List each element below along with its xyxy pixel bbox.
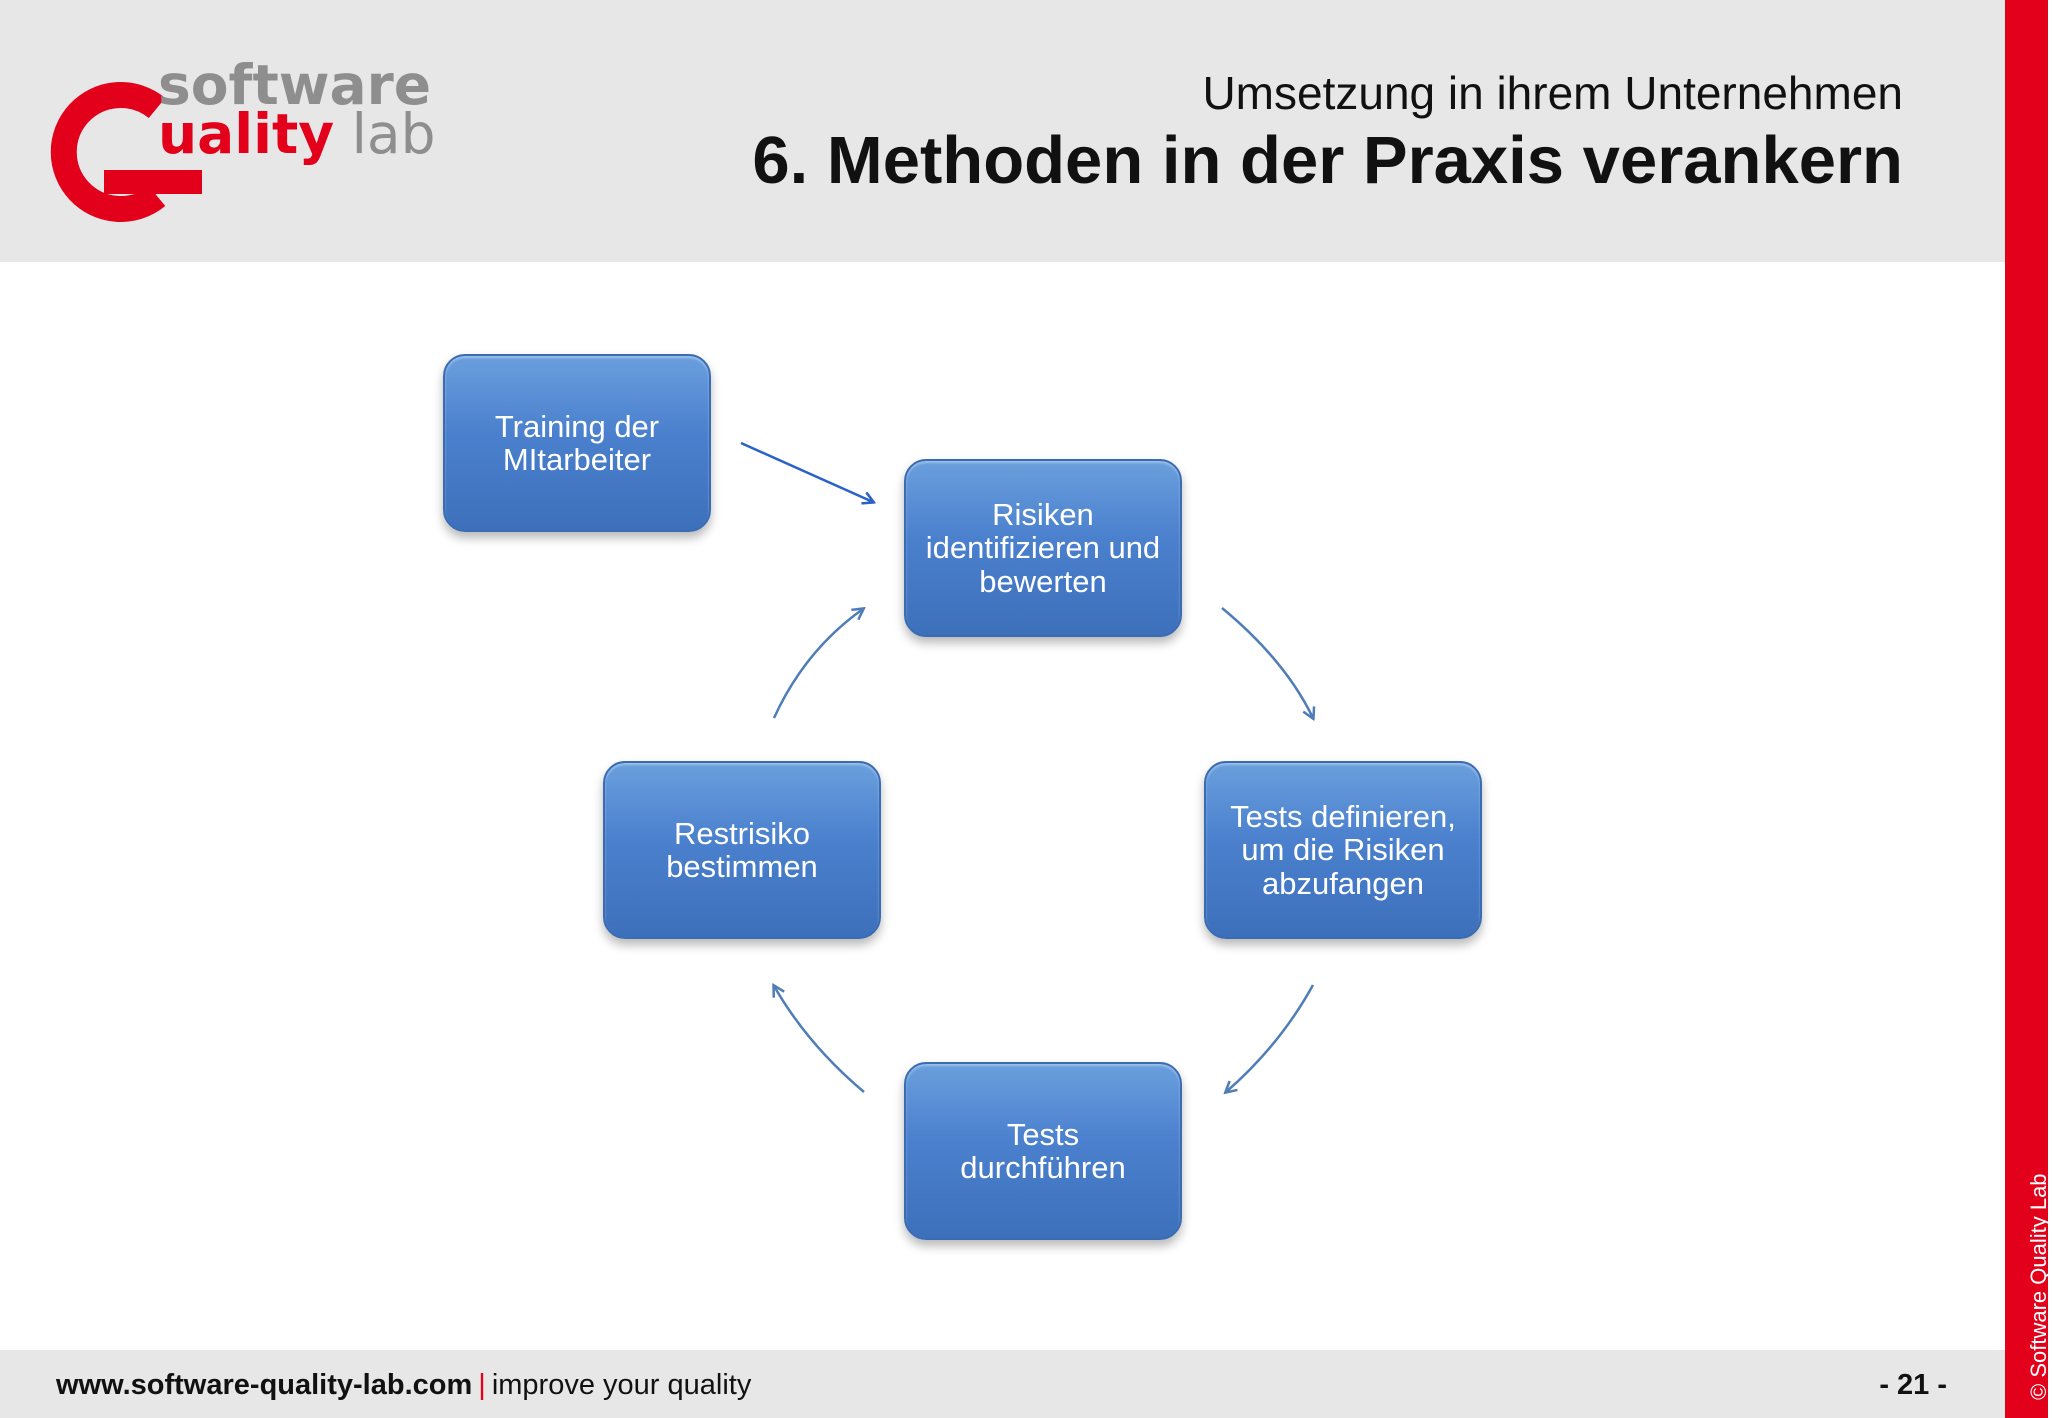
node-residual-risk xyxy=(603,761,881,939)
node-identify-risks xyxy=(904,459,1182,637)
logo-text-lab: lab xyxy=(334,102,436,166)
footer-url: www.software-quality-lab.com xyxy=(56,1369,473,1401)
arrow-rest-to-risks xyxy=(774,609,863,718)
slide-subtitle: Umsetzung in ihrem Unternehmen xyxy=(1202,67,1903,119)
logo-text-software: software xyxy=(158,53,432,117)
copyright-text: © Software Quality Lab xyxy=(2026,1173,2051,1400)
logo-text-uality: uality xyxy=(158,102,335,166)
node-training-label: Training der MItarbeiter xyxy=(494,408,660,477)
slide-title: 6. Methoden in der Praxis verankern xyxy=(752,123,1903,198)
arrow-define-to-execute xyxy=(1226,985,1313,1092)
node-define-tests-label: Tests definieren, um die Risiken abzufangen xyxy=(1230,798,1456,901)
slide-footer xyxy=(0,1350,2005,1418)
node-run-tests xyxy=(904,1062,1182,1240)
footer-separator: | xyxy=(478,1369,486,1401)
footer-tagline: improve your quality xyxy=(491,1369,752,1401)
node-residual-risk-label: Restrisiko bestimmen xyxy=(666,815,818,884)
page-number: - 21 - xyxy=(1879,1369,1947,1401)
node-identify-risks-label: Risiken identifizieren und bewerten xyxy=(925,496,1161,599)
node-training xyxy=(443,354,711,532)
arrow-execute-to-rest xyxy=(774,986,864,1092)
arrow-training-to-risks xyxy=(741,443,873,502)
node-define-tests xyxy=(1204,761,1482,939)
node-run-tests-label: Tests durchführen xyxy=(960,1116,1126,1185)
arrow-risks-to-define xyxy=(1222,608,1313,718)
footer-text xyxy=(56,1369,751,1402)
brand-sidebar xyxy=(2005,0,2051,1418)
slide-header xyxy=(0,0,2005,262)
logo-text-quality-lab xyxy=(158,102,436,166)
